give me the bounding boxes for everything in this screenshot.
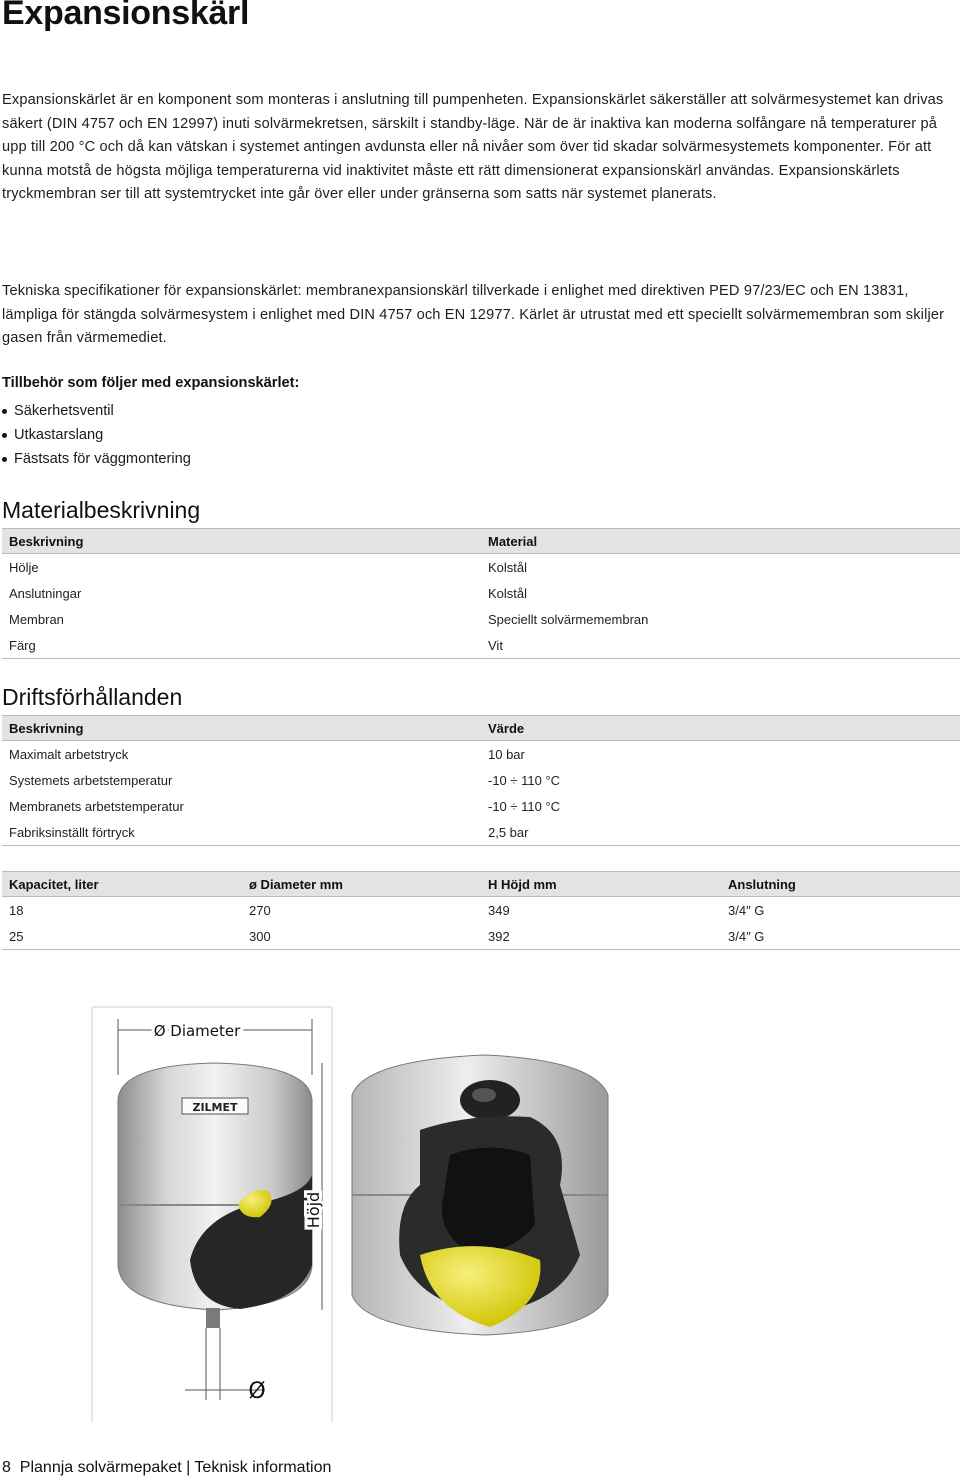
table-row: Maximalt arbetstryck 10 bar xyxy=(9,746,525,762)
expansion-vessel-illustration xyxy=(90,1005,630,1435)
brand-logo: ZILMET xyxy=(192,1101,238,1114)
page-footer xyxy=(2,1459,331,1477)
material-heading: Materialbeskrivning xyxy=(2,497,201,523)
page-number: 8 xyxy=(2,1459,11,1476)
column-header: Beskrivning xyxy=(2,529,481,554)
table-header-row xyxy=(2,716,960,741)
vessel-top-highlight xyxy=(472,1088,496,1102)
table-row: Fabriksinställt förtryck 2,5 bar xyxy=(2,819,960,846)
column-header: Material xyxy=(481,529,960,554)
column-header: Anslutning xyxy=(721,872,960,897)
material-table xyxy=(2,528,960,659)
page-title: Expansionskärl xyxy=(2,0,250,32)
operating-heading: Driftsförhållanden xyxy=(2,684,183,710)
table-row: Membran Speciellt solvärmemembran xyxy=(9,611,649,627)
table-row: Färg Vit xyxy=(2,632,960,659)
column-header: H Höjd mm xyxy=(481,872,721,897)
bullet-icon xyxy=(2,457,7,462)
bottom-diameter-symbol: Ø xyxy=(248,1379,266,1404)
bullet-icon xyxy=(2,409,7,414)
list-item: Utkastarslang xyxy=(2,423,191,447)
connection-pipe xyxy=(206,1308,220,1328)
bullet-icon xyxy=(2,433,7,438)
list-item: Säkerhetsventil xyxy=(2,399,191,423)
table-row: 25 300 392 3/4″ G xyxy=(2,923,960,950)
diameter-label: Ø Diameter xyxy=(153,1022,241,1040)
table-row: Hölje Kolstål xyxy=(9,559,528,575)
capacity-table xyxy=(2,871,960,950)
operating-table xyxy=(2,715,960,846)
membrane-inner xyxy=(442,1148,535,1254)
column-header: Kapacitet, liter xyxy=(2,872,242,897)
column-header: Beskrivning xyxy=(2,716,481,741)
table-row: Membranets arbetstemperatur -10 ÷ 110 °C xyxy=(9,798,561,814)
table-header-row xyxy=(2,529,960,554)
column-header: ø Diameter mm xyxy=(242,872,481,897)
height-label: Höjd xyxy=(304,1191,323,1229)
table-header-row xyxy=(2,872,960,897)
spec-text xyxy=(2,280,952,351)
table-row: Anslutningar Kolstål xyxy=(9,585,528,601)
list-item: Fästsats för väggmontering xyxy=(2,447,191,471)
table-row: Systemets arbetstemperatur -10 ÷ 110 °C xyxy=(9,772,561,788)
table-row: 18 270 349 3/4″ G xyxy=(9,902,765,918)
accessories-heading: Tillbehör som följer med expansionskärlet: xyxy=(2,375,300,391)
intro-paragraph-1: Expansionskärlet är en komponent som monteras i anslutning till pumpenheten. Expansionskärlet säkerställer att solvärmesystemet kan drivas säkert (DIN 4757 och EN 12997) inuti solvärmekretsen, särskilt i standby-läge. När de är inaktiva kan moderna solfångare nå temperaturer på upp till 200 °C och då kan vätskan i systemet antingen avdunsta eller nå nivåer som över tid skadar solvärmesystemets komponenter. För att kunna motstå de högsta möjliga temperaturerna vid inaktivitet måste ett rätt dimensionerat expansionskärl användas. Expansionskärlets tryckmembran ser till att systemtrycket inte går över eller under gränserna som satts när systemet planerats. xyxy=(2,92,944,203)
intro-text xyxy=(2,89,952,207)
footer-text: Plannja solvärmepaket | Teknisk information xyxy=(19,1459,332,1476)
intro-paragraph-2: Tekniska specifikationer för expansionskärlet: membranexpansionskärl tillverkade i enlighet med direktiven PED 97/23/EC och EN 13831, lämpliga för stängda solvärmesystem i enlighet med DIN 4757 och EN 12977. Kärlet är utrustat med ett speciellt solvärmemembran som skiljer gasen från värmemediet. xyxy=(2,283,945,347)
column-header: Värde xyxy=(481,716,960,741)
accessories-list xyxy=(2,399,191,471)
